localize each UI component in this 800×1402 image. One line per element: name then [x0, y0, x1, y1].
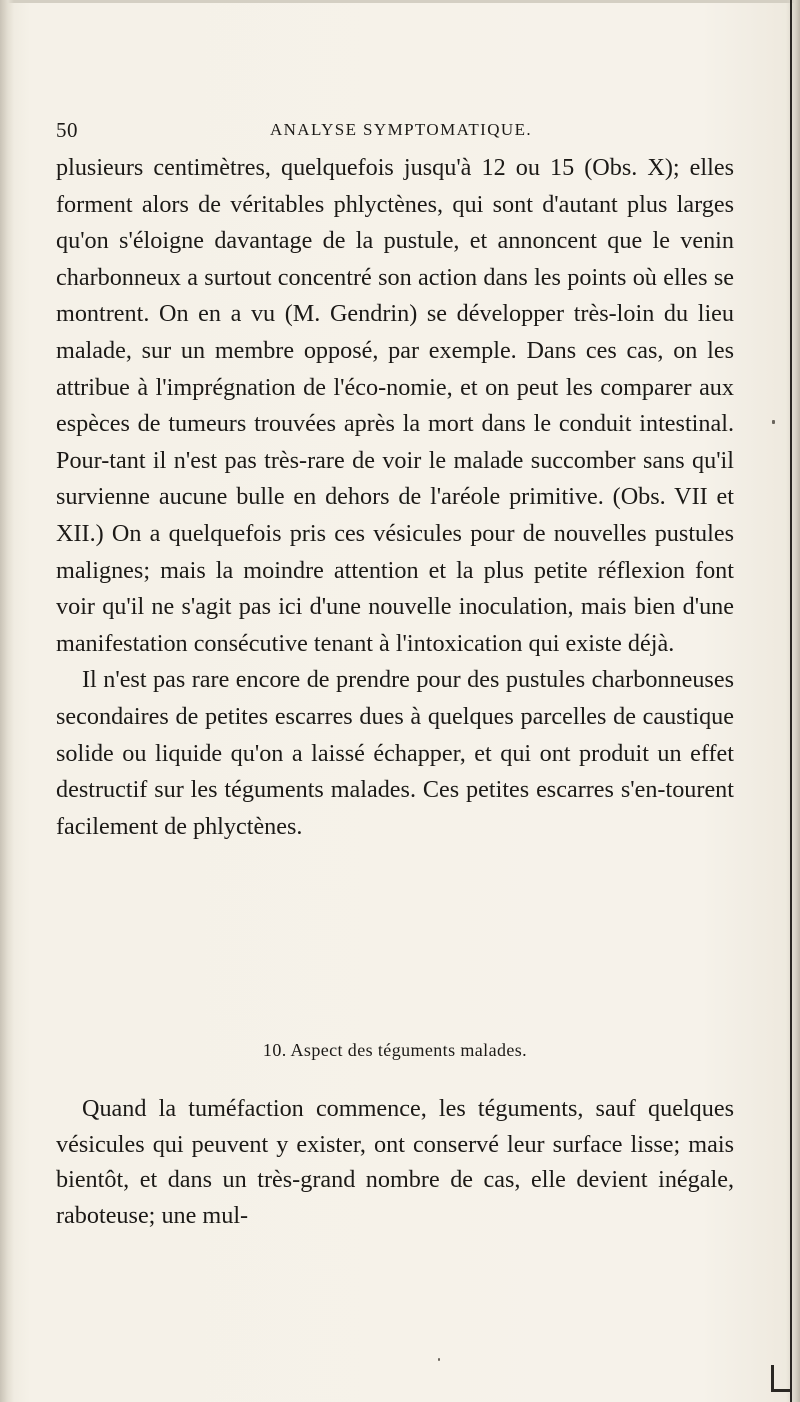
page-right-rule [790, 0, 792, 1402]
paragraph-tumefaction: Quand la tuméfaction commence, les téguments, sauf quelques vésicules qui peuvent y exister, ont conservé leur surface lisse; mais bientôt, et dans un très-grand nombre de cas, elle devient inégale, raboteuse; une mul- [56, 1095, 734, 1229]
paragraph-continuation: plusieurs centimètres, quelquefois jusqu'à 12 ou 15 (Obs. X); elles forment alors de véritables phlyctènes, qui sont d'autant plus larges qu'on s'éloigne davantage de la pustule, et annoncent que le venin charbonneux a surtout concentré son action dans les points où elles se montrent. On en a vu (M. Gendrin) se développer très-loin du lieu malade, sur un membre opposé, par exemple. Dans ces cas, on les attribue à l'imprégnation de l'éco-nomie, et on peut les comparer aux espèces de tumeurs trouvées après la mort dans le conduit intestinal. Pour-tant il n'est pas très-rare de voir le malade succomber sans qu'il survienne aucune bulle en dehors de l'aréole primitive. (Obs. VII et XII.) On a quelquefois pris ces vésicules pour de nouvelles pustules malignes; mais la moindre attention et la plus petite réflexion font voir qu'il ne s'agit pas ici d'une nouvelle inoculation, mais bien d'une manifestation consécutive tenant à l'intoxication qui existe déjà. [56, 154, 734, 657]
section-text-block [56, 1091, 734, 1233]
page-number: 50 [56, 118, 78, 142]
page-right-edge-shadow [786, 0, 800, 1402]
paper-speck [438, 1358, 440, 1361]
page-corner-mark [771, 1365, 792, 1392]
main-text-block [56, 150, 734, 845]
paragraph-secondary-pustules: Il n'est pas rare encore de prendre pour des pustules charbonneuses secondaires de petites escarres dues à quelques parcelles de caustique solide ou liquide qu'on a laissé échapper, et qui ont produit un effet destructif sur les téguments malades. Ces petites escarres s'en-tourent facilement de phlyctènes. [56, 666, 734, 840]
paper-speck [772, 420, 775, 424]
page-top-edge [0, 0, 800, 3]
section-heading: 10. Aspect des téguments malades. [262, 1040, 528, 1060]
page-header [56, 118, 746, 148]
running-head: ANALYSE SYMPTOMATIQUE. [269, 120, 533, 139]
page-binding-shadow [0, 0, 14, 1402]
